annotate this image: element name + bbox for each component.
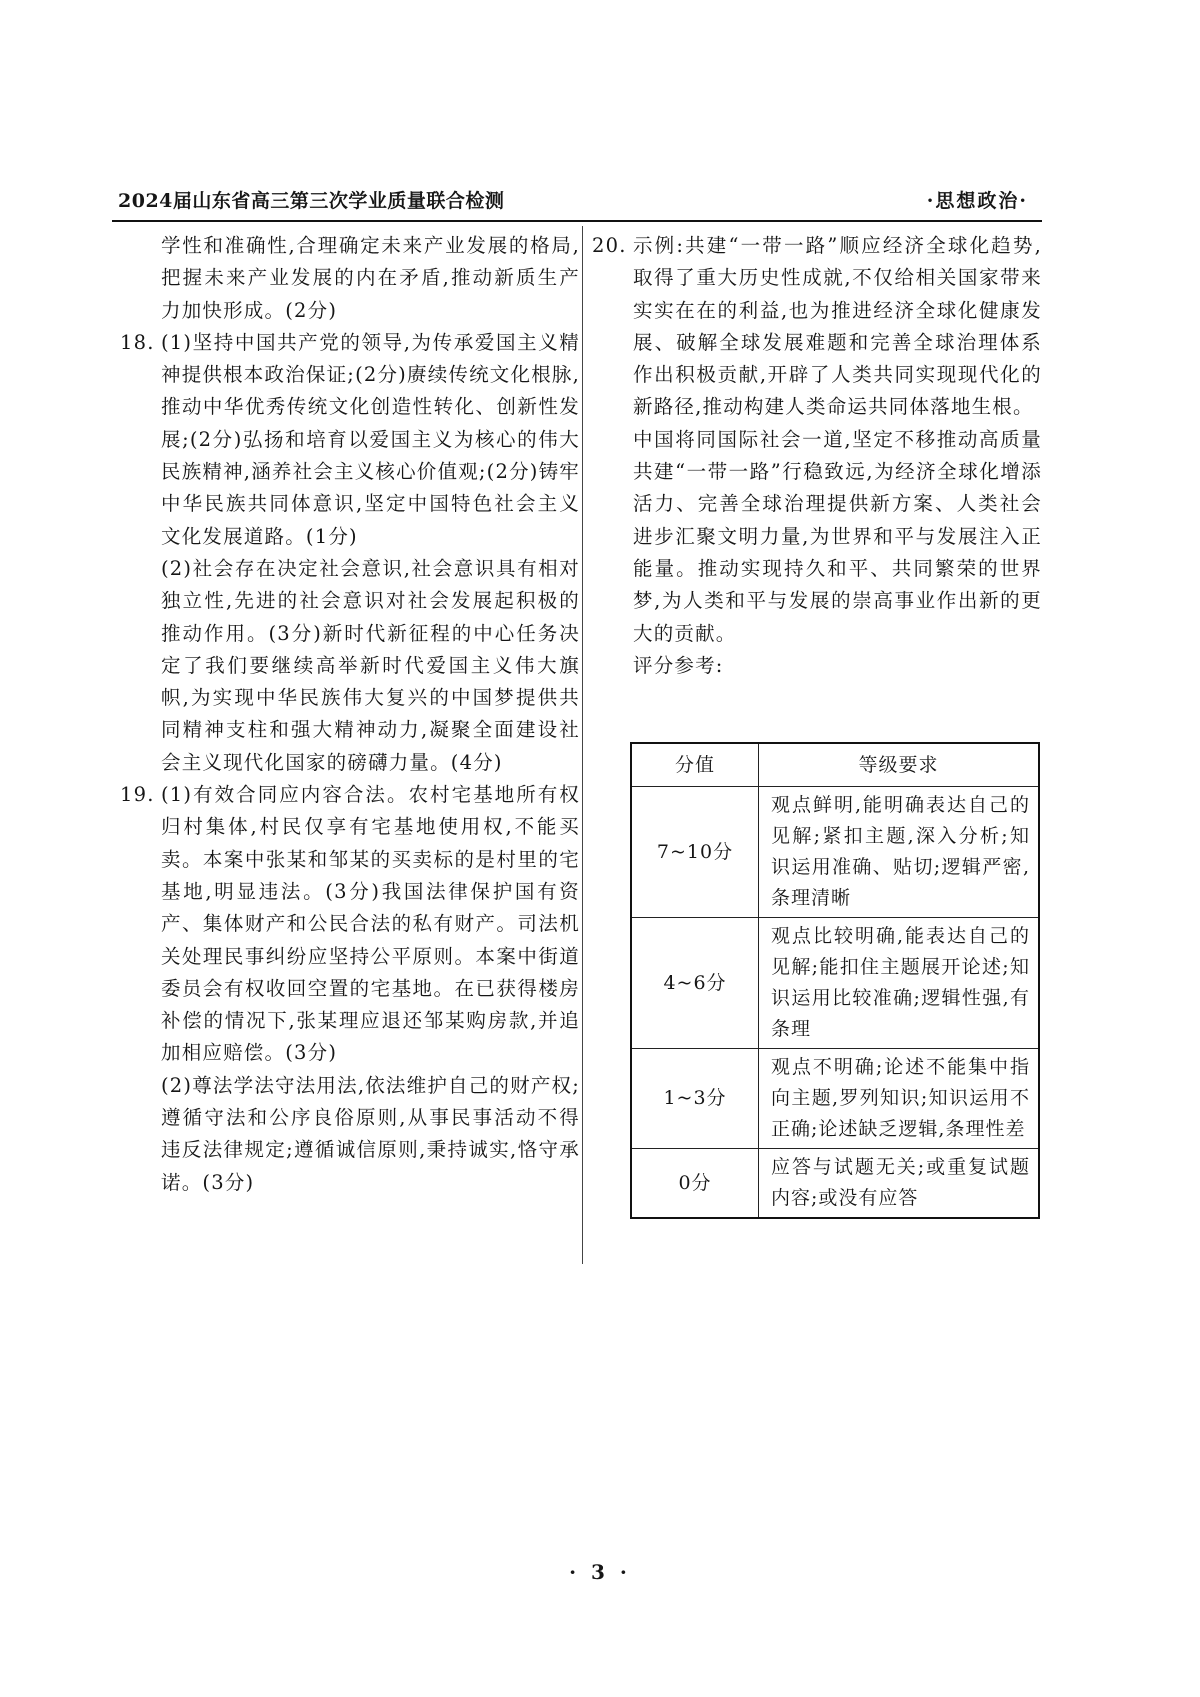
requirement-cell: 观点鲜明,能明确表达自己的见解;紧扣主题,深入分析;知识运用准确、贴切;逻辑严密,条理清晰 — [759, 787, 1040, 918]
right-column — [592, 230, 1042, 682]
question-number: 20. — [592, 234, 627, 257]
score-cell: 7~10分 — [631, 787, 759, 918]
question-20 — [592, 230, 1042, 682]
question-18 — [120, 327, 580, 779]
table-header-row — [631, 743, 1039, 787]
header-requirement: 等级要求 — [759, 743, 1040, 787]
table-row — [631, 918, 1039, 1049]
requirement-cell: 观点比较明确,能表达自己的见解;能扣住主题展开论述;知识运用比较准确;逻辑性强,有条理 — [759, 918, 1040, 1049]
q20-para2: 中国将同国际社会一道,坚定不移推动高质量共建“一带一路”行稳致远,为经济全球化增添活力、完善全球治理提供新方案、人类社会进步汇聚文明力量,为世界和平与发展注入正能量。推动实现持久和平、共同繁荣的世界梦,为人类和平与发展的崇高事业作出新的更大的贡献。 — [633, 427, 1042, 645]
q20-para1: 示例:共建“一带一路”顺应经济全球化趋势,取得了重大历史性成就,不仅给相关国家带来实实在在的利益,也为推进经济全球化健康发展、破解全球发展难题和完善全球治理体系作出积极贡献,开辟了人类共同实现现代化的新路径,推动构建人类命运共同体落地生根。 — [633, 234, 1042, 419]
page-header — [112, 186, 1042, 222]
score-cell: 1~3分 — [631, 1049, 759, 1149]
requirement-cell: 应答与试题无关;或重复试题内容;或没有应答 — [759, 1149, 1040, 1219]
rubric-label: 评分参考: — [633, 653, 724, 677]
scoring-rubric-table — [630, 742, 1040, 1219]
score-cell: 4~6分 — [631, 918, 759, 1049]
header-score: 分值 — [631, 743, 759, 787]
exam-title: 2024届山东省高三第三次学业质量联合检测 — [118, 190, 505, 212]
table-row — [631, 1049, 1039, 1149]
requirement-cell: 观点不明确;论述不能集中指向主题,罗列知识;知识运用不正确;论述缺乏逻辑,条理性差 — [759, 1049, 1040, 1149]
column-divider — [582, 226, 583, 1264]
q17-continuation: 学性和准确性,合理确定未来产业发展的格局,把握未来产业发展的内在矛盾,推动新质生产力加快形成。(2分) — [161, 234, 580, 322]
q18-part2: (2)社会存在决定社会意识,社会意识具有相对独立性,先进的社会意识对社会发展起积极的推动作用。(3分)新时代新征程的中心任务决定了我们要继续高举新时代爱国主义伟大旗帜,为实现中华民族伟大复兴的中国梦提供共同精神支柱和强大精神动力,凝聚全面建设社会主义现代化国家的磅礴力量。(4分) — [161, 556, 580, 774]
question-number: 19. — [120, 783, 155, 807]
subject-label: ·思想政治· — [926, 190, 1028, 212]
question-19 — [120, 779, 580, 1199]
table-row — [631, 787, 1039, 918]
table-row — [631, 1149, 1039, 1219]
page-number: · 3 · — [569, 1560, 631, 1584]
question-number: 18. — [120, 330, 155, 354]
score-cell: 0分 — [631, 1149, 759, 1219]
q18-part1: (1)坚持中国共产党的领导,为传承爱国主义精神提供根本政治保证;(2分)赓续传统文化根脉,推动中华优秀传统文化创造性转化、创新性发展;(2分)弘扬和培育以爱国主义为核心的伟大民族精神,涵养社会主义核心价值观;(2分)铸牢中华民族共同体意识,坚定中国特色社会主义文化发展道路。(1分) — [161, 330, 580, 548]
left-column — [120, 230, 580, 1199]
q19-part2: (2)尊法学法守法用法,依法维护自己的财产权;遵循守法和公序良俗原则,从事民事活动不得违反法律规定;遵循诚信原则,秉持诚实,恪守承诺。(3分) — [161, 1073, 580, 1194]
q19-part1: (1)有效合同应内容合法。农村宅基地所有权归村集体,村民仅享有宅基地使用权,不能买卖。本案中张某和邹某的买卖标的是村里的宅基地,明显违法。(3分)我国法律保护国有资产、集体财产和公民合法的私有财产。司法机关处理民事纠纷应坚持公平原则。本案中街道委员会有权收回空置的宅基地。在已获得楼房补偿的情况下,张某理应退还邹某购房款,并追加相应赔偿。(3分) — [161, 783, 580, 1065]
